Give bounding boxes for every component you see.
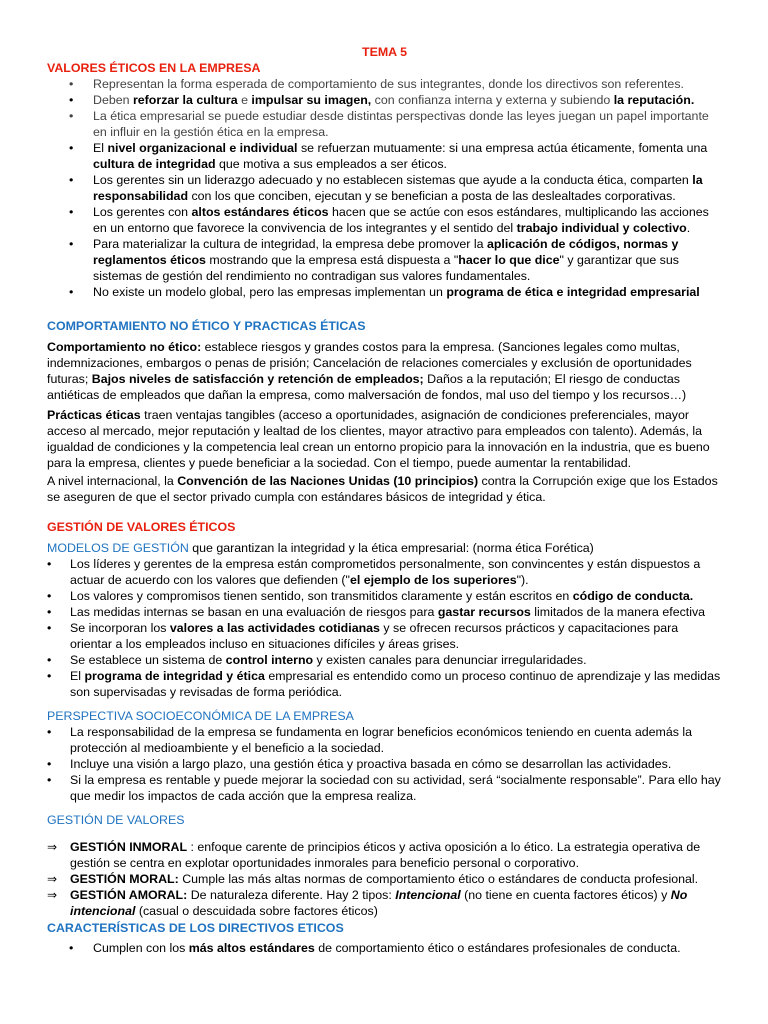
bullet-icon: • [47,773,52,787]
arrow-right-icon: ⇒ [47,840,58,854]
bullet-icon: • [69,237,74,251]
list-item: ⇒ GESTIÓN MORAL: Cumple las más altas normas de comportamiento ético o estándares de conducta profesional. [47,872,699,886]
paragraph-convencion: A nivel internacional, la Convención de las Naciones Unidas (10 principios) contra la Corrupción exige que los Estados se aseguren de que el sector privado cumpla con estándares básicos de integridad y ética. [47,474,718,504]
valores-eticos-list [47,76,722,300]
spacer [47,505,722,519]
spacer [47,804,722,812]
bullet-icon: • [69,93,74,107]
section-title-gestion-valores: GESTIÓN DE VALORES [47,813,185,827]
list-item: • La responsabilidad de la empresa se fundamenta en lograr beneficios económicos teniendo en cuenta además la protección al medioambiente y el beneficio a la sociedad. [47,725,693,755]
caracteristicas-list [47,940,722,956]
list-item: • Los líderes y gerentes de la empresa están comprometidos personalmente, son convincentes y están dispuestos a actuar de acuerdo con los valores que defienden ("el ejemplo de los superiores"). [47,557,701,587]
modelos-de-gestion-intro: MODELOS DE GESTIÓN que garantizan la integridad y la ética empresarial: (norma ética Forética) [47,541,594,555]
bullet-icon: • [69,109,74,123]
bullet-icon: • [47,557,52,571]
bullet-icon: • [69,941,74,955]
arrow-right-icon: ⇒ [47,872,58,886]
section-title-valores-eticos: VALORES ÉTICOS EN LA EMPRESA [47,61,261,75]
list-item: • Los gerentes con altos estándares éticos hacen que se actúe con esos estándares, multiplicando las acciones en un entorno que favorece la convivencia de los integrantes y el sentido del trabajo individual y colectivo. [69,205,709,235]
arrow-right-icon: ⇒ [47,888,58,902]
bullet-icon: • [69,173,74,187]
section-title-gestion-valores-eticos: GESTIÓN DE VALORES ÉTICOS [47,520,236,534]
paragraph-practicas-eticas: Prácticas éticas traen ventajas tangibles (acceso a oportunidades, asignación de condiciones preferenciales, mayor acceso al mercado, mejor reputación y lealtad de los clientes, mayor atractivo para empleados con talento). Además, la igualdad de condiciones y la competencia leal crean un entorno propicio para la innovación en la industria, que es bueno para la empresa, clientes y puede beneficiar a la sociedad. Con el tiempo, puede aumentar la rentabilidad. [47,408,710,470]
list-item: • Para materializar la cultura de integridad, la empresa debe promover la aplicación de códigos, normas y reglamentos éticos mostrando que la empresa está dispuesta a "hacer lo que dice" y garantizar que sus sistemas de gestión del rendimiento no contradigan sus valores fundamentales. [69,237,679,283]
bullet-icon: • [47,653,52,667]
list-item: ⇒ GESTIÓN INMORAL : enfoque carente de principios éticos y activa oposición a lo ético. La estrategia operativa de gestión se centra en explotar oportunidades inmorales para beneficio personal o corporativo. [47,840,701,870]
list-item: • El programa de integridad y ética empresarial es entendido como un proceso continuo de aprendizaje y las medidas son supervisadas y revisadas de forma periódica. [47,669,721,699]
bullet-icon: • [47,725,52,739]
bullet-icon: • [47,605,52,619]
bullet-icon: • [47,589,52,603]
list-item: • La ética empresarial se puede estudiar desde distintas perspectivas donde las leyes juegan un papel importante en influir en la gestión ética en la empresa. [69,109,709,139]
modelos-list [47,556,722,700]
bullet-icon: • [69,205,74,219]
list-item: • Cumplen con los más altos estándares de comportamiento ético o estándares profesionales de conducta. [69,941,681,955]
list-item: • Se establece un sistema de control interno y existen canales para denunciar irregularidades. [47,653,587,667]
list-item: • No existe un modelo global, pero las empresas implementan un programa de ética e integridad empresarial [69,285,700,299]
bullet-icon: • [69,77,74,91]
bullet-icon: • [47,621,52,635]
section-title-caracteristicas: CARACTERÍSTICAS DE LOS DIRECTIVOS ETICOS [47,921,344,935]
spacer [47,300,722,318]
spacer [47,700,722,708]
bullet-icon: • [69,285,74,299]
section-title-comportamiento: COMPORTAMIENTO NO ÉTICO Y PRACTICAS ÉTICAS [47,319,366,333]
bullet-icon: • [69,141,74,155]
list-item: • Las medidas internas se basan en una evaluación de riesgos para gastar recursos limitados de la manera efectiva [47,605,706,619]
list-item: • Representan la forma esperada de comportamiento de sus integrantes, donde los directivos son referentes. [69,77,684,91]
list-item: • Los valores y compromisos tienen sentido, son transmitidos claramente y están escritos en código de conducta. [47,589,694,603]
bullet-icon: • [47,669,52,683]
list-item: • Incluye una visión a largo plazo, una gestión ética y proactiva basada en cómo se desarrollan las actividades. [47,757,672,771]
list-item: • Si la empresa es rentable y puede mejorar la sociedad con su actividad, será “socialmente responsable”. Para ello hay que medir los impactos de cada acción que la empresa realiza. [47,773,721,803]
bullet-icon: • [47,757,52,771]
section-title-perspectiva: PERSPECTIVA SOCIOECONÓMICA DE LA EMPRESA [47,709,354,723]
perspectiva-list [47,724,722,804]
paragraph-comportamiento-no-etico: Comportamiento no ético: establece riesgos y grandes costos para la empresa. (Sanciones legales como multas, indemnizaciones, embargos o penas de prisión; Cancelación de relaciones comerciales y exclusión de oportunidades futuras; Bajos niveles de satisfacción y retención de empleados; Daños a la reputación; El riesgo de conductas antiéticas de empleados que dañan la empresa, como malversación de fondos, mal uso del tiempo y los recursos…) [47,340,692,402]
gestion-valores-list [47,839,722,919]
list-item: • Se incorporan los valores a las actividades cotidianas y se ofrecen recursos prácticos y capacitaciones para orientar a los empleados incluso en situaciones difíciles y áreas grises. [47,621,679,651]
list-item: • El nivel organizacional e individual se refuerzan mutuamente: si una empresa actúa éticamente, fomenta una cultura de integridad que motiva a sus empleados a ser éticos. [69,141,708,171]
topic-title: TEMA 5 [362,45,407,59]
list-item: • Deben reforzar la cultura e impulsar su imagen, con confianza interna y externa y subiendo la reputación. [69,93,695,107]
list-item: • Los gerentes sin un liderazgo adecuado y no establecen sistemas que ayude a la conducta ética, comparten la responsabilidad con los que conciben, ejecutan y se benefician a posta de las deslealtades corporativas. [69,173,703,203]
list-item: ⇒ GESTIÓN AMORAL: De naturaleza diferente. Hay 2 tipos: Intencional (no tiene en cuenta factores éticos) y No intencional (casual o descuidada sobre factores éticos) [47,888,688,918]
